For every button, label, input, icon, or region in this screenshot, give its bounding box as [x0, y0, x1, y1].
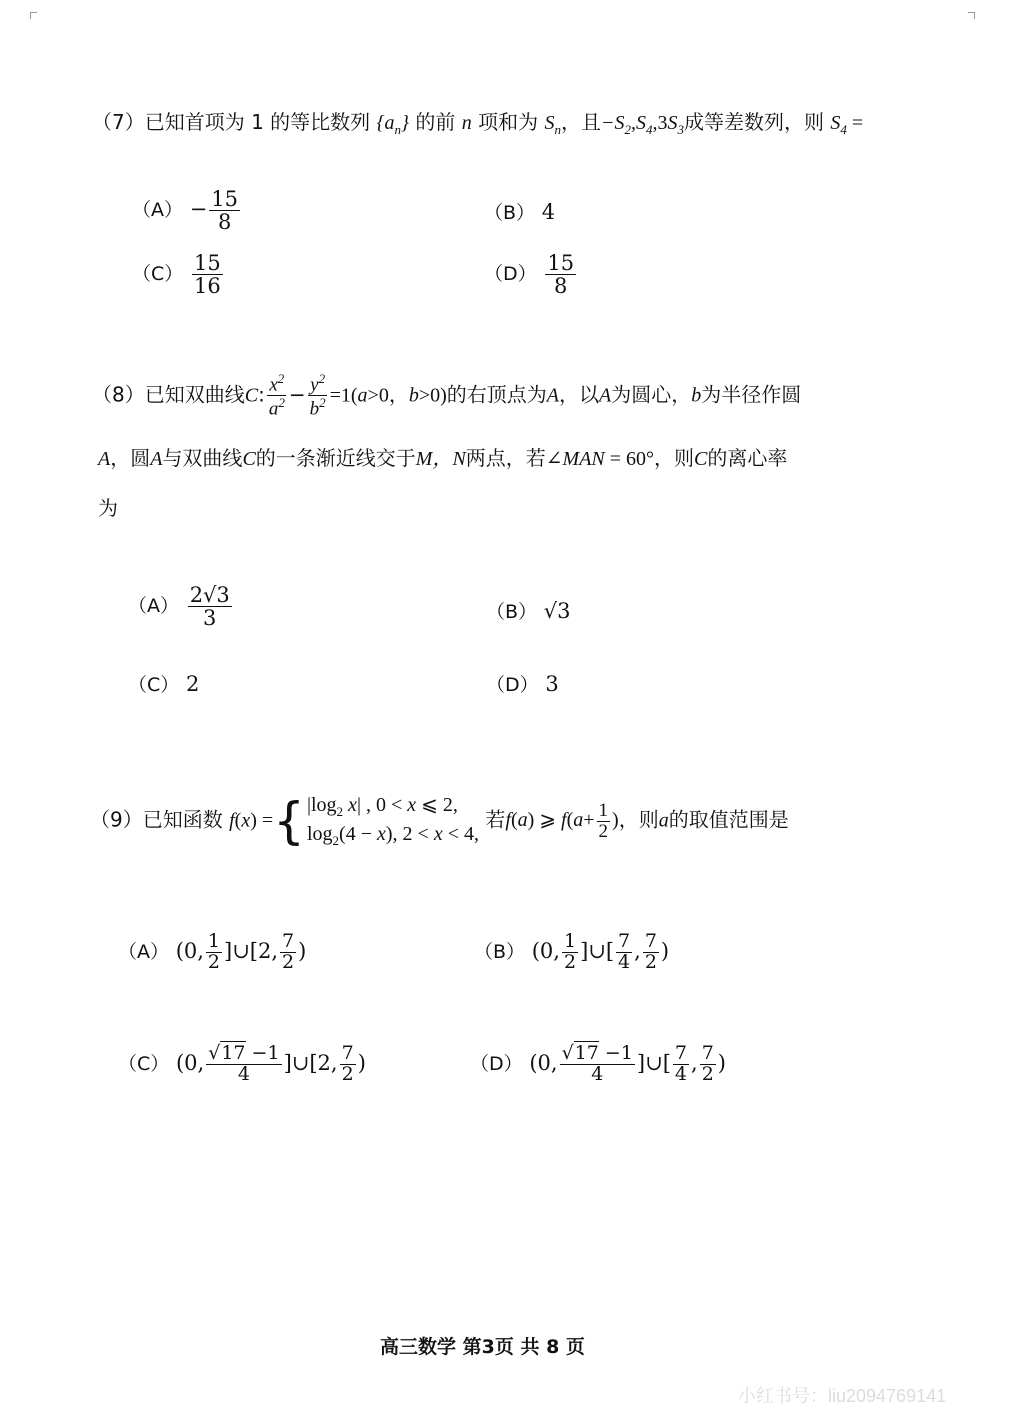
q8-option-b[interactable]: （B） √3 — [486, 599, 571, 623]
watermark: 小红书号：liu2094769141 — [738, 1386, 947, 1406]
question-8-stem-line1: （8）已知双曲线C: $\frac{x^2}{a^2}$ − $\frac{y^2}{b^2}$ =1(a>0，b>0)的右顶点为A，以A为圆心，b为半径作圆 — [92, 371, 802, 420]
q8-option-c[interactable]: （C） 2 — [128, 672, 200, 696]
question-7-number: （7） — [92, 110, 145, 134]
q9-option-d[interactable]: （D） (0, $\frac{√17 -1}{4}$ ]∪[ $\frac{7}{4}$ , $\frac{7}{2}$ ) — [470, 1042, 726, 1085]
q7-option-c[interactable]: （C） $\frac{15}{16}$ — [132, 251, 221, 299]
page-footer: 高三数学 第3页 共 8 页 — [380, 1336, 585, 1358]
q8-option-d[interactable]: （D） 3 — [486, 672, 559, 696]
question-7-stem: （7）已知首项为 1 的等比数列 $\{a_n\}$ 的前 n 项和为 $S_n$，且$-S_2,S_4,3S_3$成等差数列，则 $S_4$ = — [92, 110, 864, 137]
question-8-stem-line2: A，圆A与双曲线C的一条渐近线交于M，N两点，若∠MAN = 60°，则C的离心率 — [98, 446, 788, 470]
q8-option-a[interactable]: （A） $\frac{2√3}{3}$ — [128, 583, 230, 631]
q7-option-d[interactable]: （D） $\frac{15}{8}$ — [484, 251, 575, 299]
question-8-number: （8） — [92, 382, 145, 407]
crop-mark-top-left — [30, 12, 37, 19]
question-9-stem: （9）已知函数 f(x) ={ $|\log_2$ x| , 0 < x ⩽ 2, $\log_2(4 - x)$, 2 < x < 4, 若f(a) ⩾ f(a+ $\frac{1}{2}$ )，则a的取值范围是 — [90, 791, 789, 850]
q7-option-a[interactable]: （A） − $\frac{15}{8}$ — [132, 187, 239, 235]
q9-option-a[interactable]: （A） (0, $\frac{1}{2}$ ]∪[2, $\frac{7}{2}$ ) — [118, 930, 307, 973]
q9-option-c[interactable]: （C） (0, $\frac{√17 -1}{4}$ ]∪[2, $\frac{7}{2}$ ) — [118, 1042, 366, 1085]
question-8-stem-line3: 为 — [98, 496, 118, 520]
question-9-number: （9） — [90, 807, 143, 832]
crop-mark-top-right — [968, 12, 975, 19]
q9-option-b[interactable]: （B） (0, $\frac{1}{2}$ ]∪[ $\frac{7}{4}$ , $\frac{7}{2}$ ) — [474, 930, 670, 973]
q7-option-b[interactable]: （B） 4 — [484, 200, 556, 224]
